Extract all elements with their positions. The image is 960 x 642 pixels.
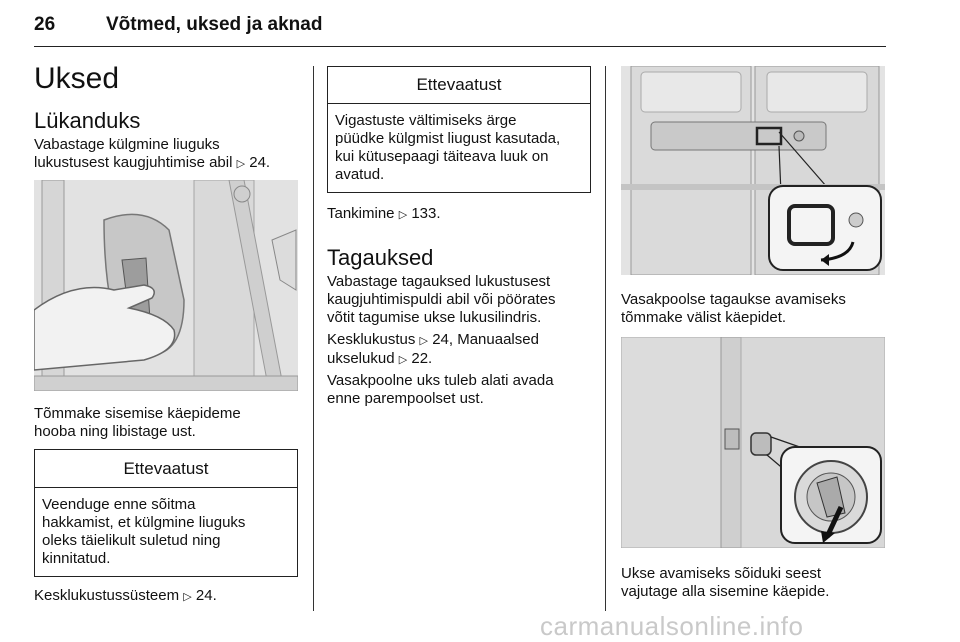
figure-caption-rear-interior: Ukse avamiseks sõiduki seest vajutage alla sisemine käepide. xyxy=(621,565,830,600)
rear-doors-paragraph-3: Vasakpoolne uks tuleb alati avada enne parempoolset ust. xyxy=(327,372,554,407)
figure-caption-rear-exterior: Vasakpoolse tagaukse avamiseks tõmmake välist käepidet. xyxy=(621,291,846,326)
page-ref-icon: ▷ xyxy=(398,208,408,221)
rear-doors-paragraph-2: Kesklukustus ▷ 24, Manuaalsed ukselukud ▷ 22. xyxy=(327,331,539,367)
central-locking-ref: Kesklukustussüsteem ▷ 24. xyxy=(34,587,217,604)
subsection-title-rear-doors: Tagauksed xyxy=(327,245,434,270)
caution-title: Ettevaatust xyxy=(328,67,590,104)
page-ref-icon: ▷ xyxy=(419,334,429,347)
column-divider-1 xyxy=(313,66,314,611)
caution-body: Veenduge enne sõitma hakkamist, et külgmine liuguks oleks täielikult suletud ning kinnitatud. xyxy=(42,496,246,567)
watermark: carmanualsonline.info xyxy=(540,611,804,641)
page-ref-icon: ▷ xyxy=(183,590,192,603)
caution-body: Vigastuste vältimiseks ärge püüdke külgmist liugust kasutada, kui kütusepaagi täiteava luuk on avatud. xyxy=(335,112,561,183)
header-rule xyxy=(34,46,886,47)
caution-box-1 xyxy=(34,449,298,577)
caution-title: Ettevaatust xyxy=(35,450,297,488)
section-title: Uksed xyxy=(34,62,120,95)
page-title: Võtmed, uksed ja aknad xyxy=(106,14,323,35)
figure-caption-sliding-door: Tõmmake sisemise käepideme hooba ning libistage ust. xyxy=(34,405,241,440)
intro-paragraph: Vabastage külgmine liuguks lukustusest kaugjuhtimise abil ▷ 24. xyxy=(34,136,271,171)
page-number: 26 xyxy=(34,14,56,35)
page-ref-icon: ▷ xyxy=(398,353,408,366)
subsection-title-sliding-door: Lükanduks xyxy=(34,108,141,133)
rear-door-interior-handle-illustration xyxy=(621,337,885,548)
fuelling-ref: Tankimine ▷ 133. xyxy=(327,205,441,222)
column-divider-2 xyxy=(605,66,606,611)
rear-door-exterior-handle-illustration xyxy=(621,66,885,275)
page-ref-icon: ▷ xyxy=(236,157,246,170)
sliding-door-handle-illustration xyxy=(34,180,298,391)
page-header xyxy=(34,14,322,36)
caution-box-2 xyxy=(327,66,591,193)
rear-doors-paragraph-1: Vabastage tagauksed lukustusest kaugjuhtimispuldi abil või pöörates võtit tagumise ukse lukusilindris. xyxy=(327,273,556,326)
